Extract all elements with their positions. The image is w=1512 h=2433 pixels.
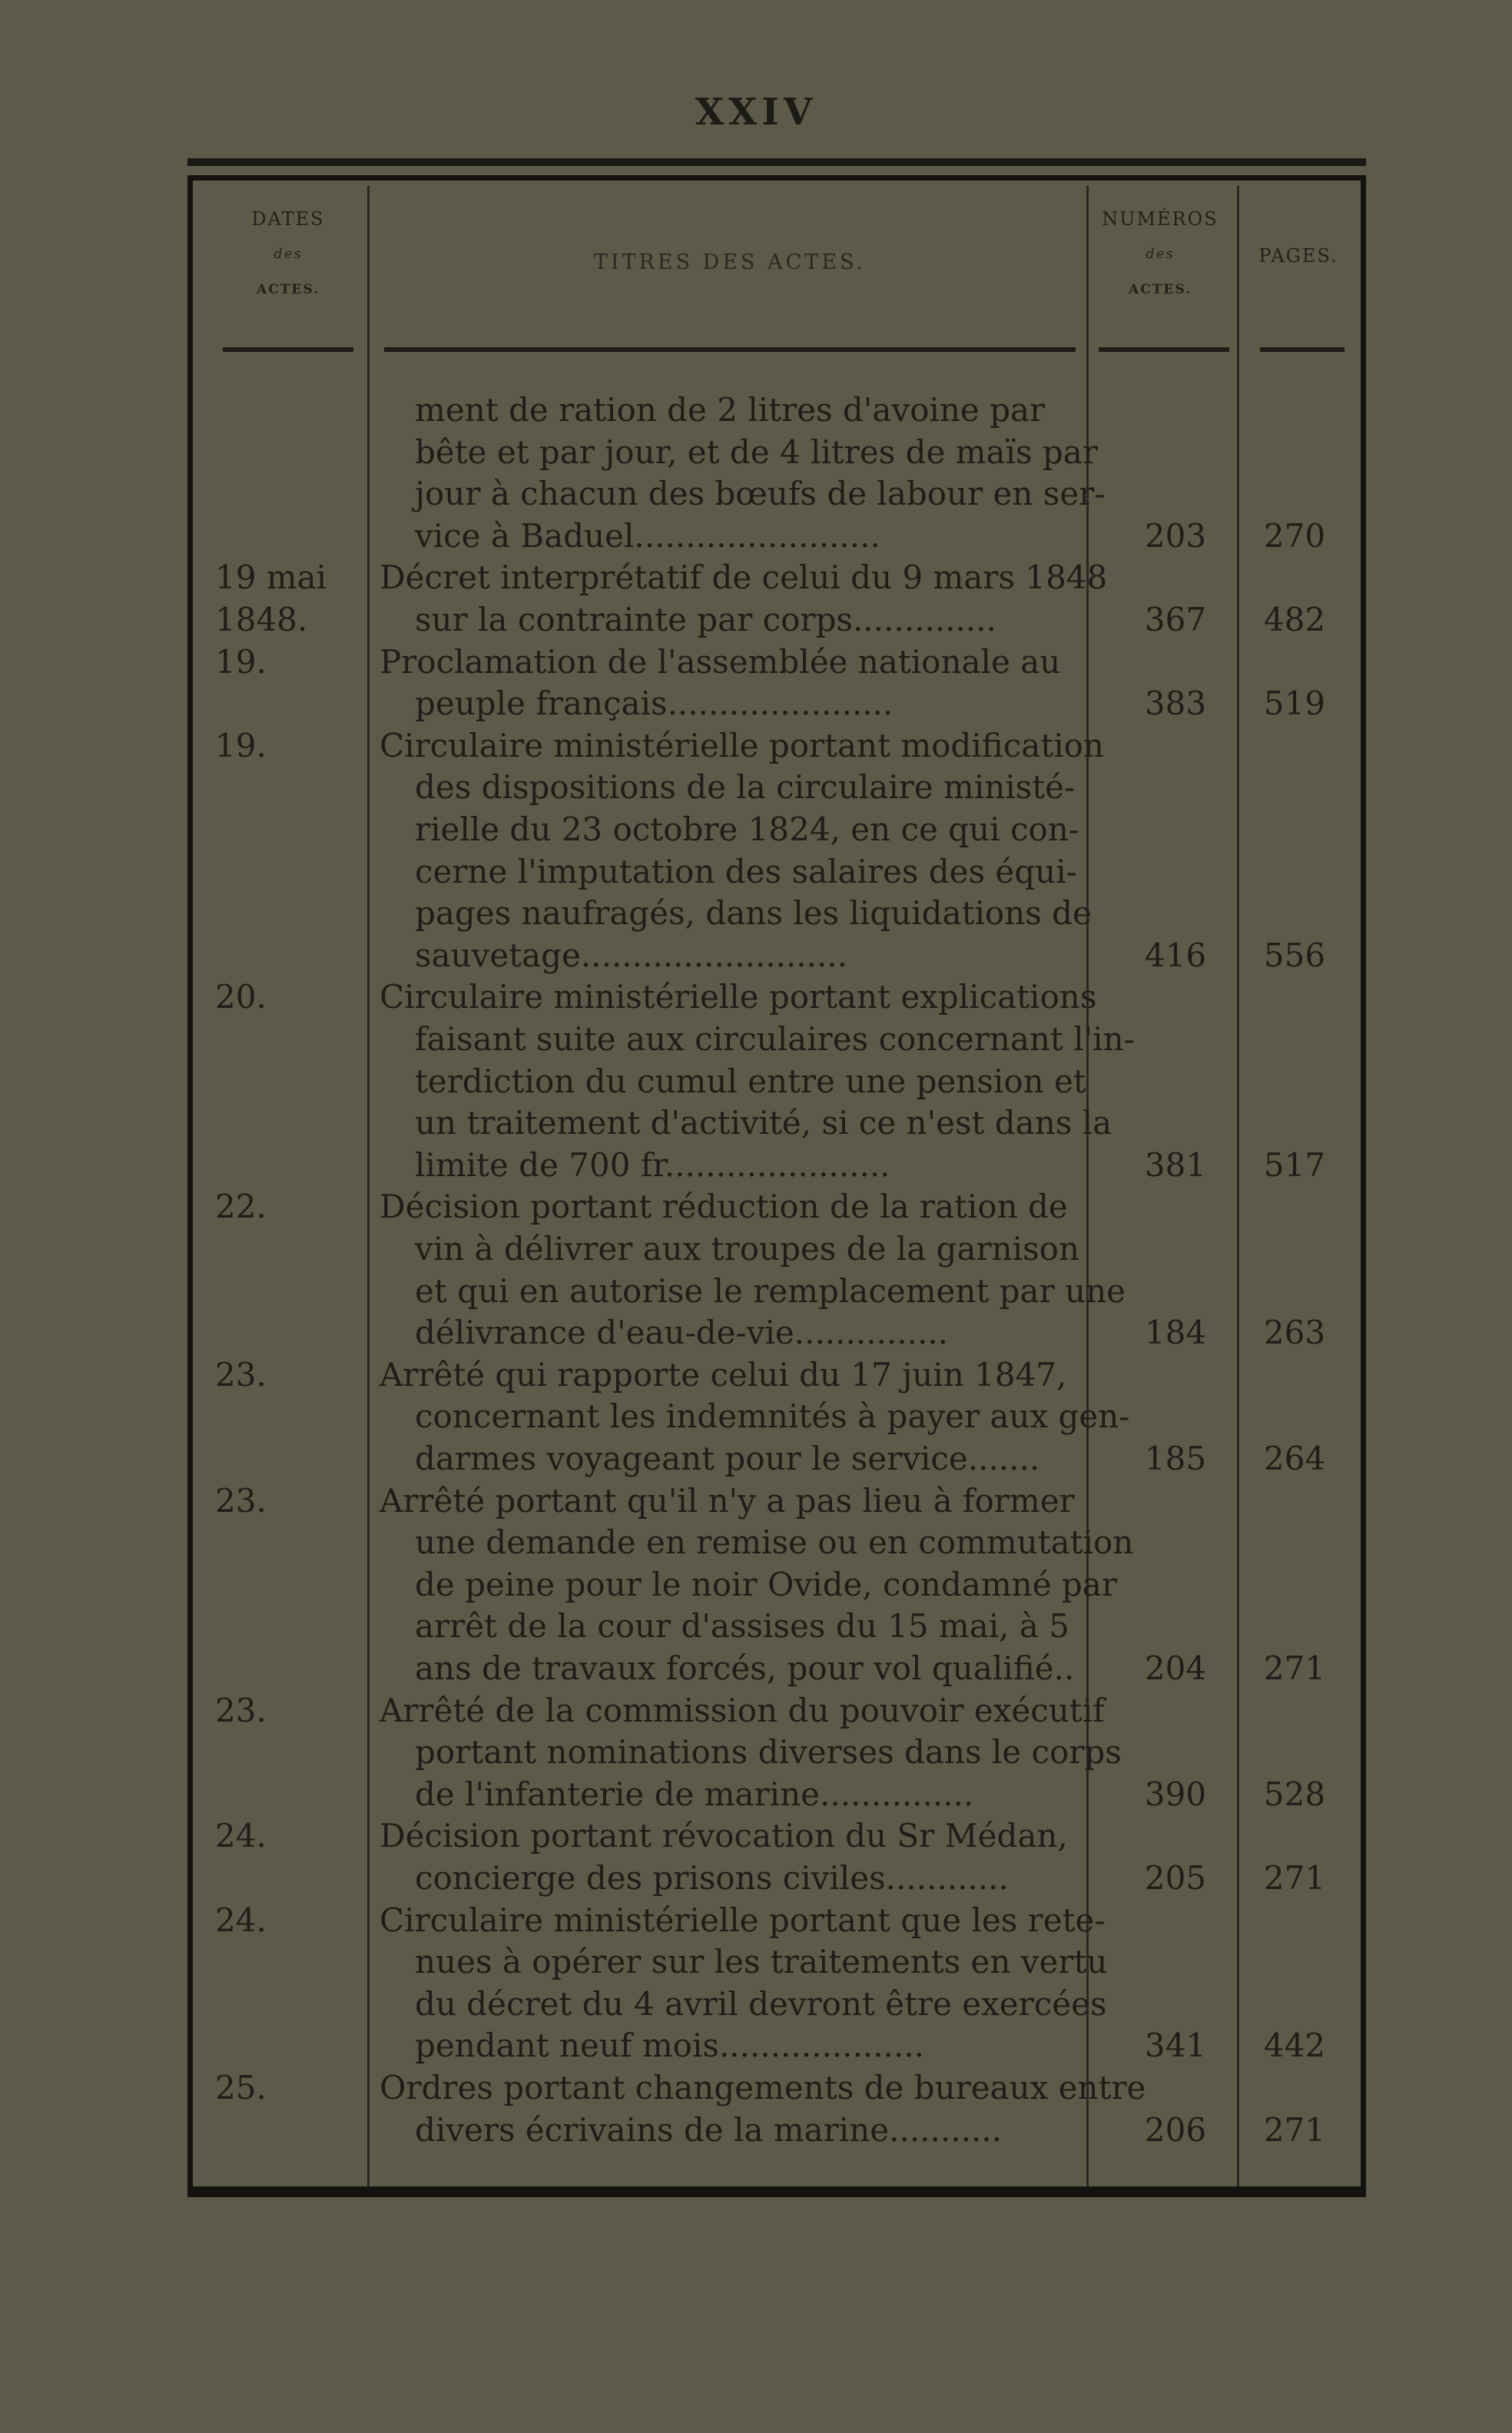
table-row	[0, 1019, 1512, 1059]
table-row	[0, 1397, 1512, 1437]
act-title: une demande en remise ou en commutation	[415, 1523, 1134, 1562]
act-page: 264	[1263, 1440, 1326, 1477]
act-title: des dispositions de la circulaire ministé-	[415, 768, 1076, 807]
table-row	[0, 1732, 1512, 1772]
table-row	[0, 1984, 1512, 2024]
header-dates-label: DATES	[251, 208, 325, 230]
act-date: 23.	[215, 1355, 267, 1394]
table-row	[0, 1649, 1512, 1689]
header-titles: TITRES DES ACTES.	[593, 250, 867, 274]
act-title: Arrêté de la commission du pouvoir exécutif	[380, 1691, 1105, 1729]
act-number: 416	[1144, 936, 1207, 974]
table-row	[0, 1816, 1512, 1856]
act-title: du décret du 4 avril devront être exercées	[415, 1984, 1107, 2023]
act-page: 271	[1263, 1649, 1326, 1687]
table-row	[0, 1565, 1512, 1605]
header-numeros-label: NUMÉROS	[1102, 208, 1219, 230]
header-numeros	[1091, 201, 1229, 307]
header-numeros-actes: ACTES.	[1129, 282, 1192, 297]
act-title: nues à opérer sur les traitements en vertu	[415, 1943, 1108, 1981]
act-title: vice à Baduel........................	[415, 516, 880, 555]
table-row	[0, 642, 1512, 682]
act-title: de l'infanterie de marine...............	[415, 1775, 974, 1813]
act-date: 20.	[215, 978, 267, 1016]
act-number: 390	[1144, 1775, 1207, 1813]
act-title: sur la contrainte par corps..............	[415, 601, 996, 638]
table-row	[0, 1145, 1512, 1185]
act-page: 519	[1263, 684, 1326, 723]
act-number: 203	[1144, 516, 1207, 555]
act-title: sauvetage..........................	[415, 936, 848, 974]
table-row	[0, 1942, 1512, 1982]
act-title: rielle du 23 octobre 1824, en ce qui con-	[415, 810, 1079, 848]
act-date: 25.	[215, 2069, 267, 2107]
header-rule	[223, 347, 353, 352]
act-title: ans de travaux forcés, pour vol qualifié..	[415, 1649, 1075, 1687]
table-row	[0, 1606, 1512, 1646]
act-title: pages naufragés, dans les liquidations de	[415, 894, 1092, 933]
act-page: 482	[1263, 601, 1326, 638]
table-row	[0, 1062, 1512, 1102]
header-dates	[223, 201, 353, 307]
act-title: concernant les indemnités à payer aux gen-	[415, 1397, 1130, 1436]
act-number: 184	[1144, 1314, 1207, 1352]
table-row	[0, 2110, 1512, 2150]
top-rule	[187, 158, 1366, 166]
act-title: bête et par jour, et de 4 litres de maïs par	[415, 433, 1098, 471]
act-number: 205	[1144, 1859, 1207, 1897]
act-title: jour à chacun des bœufs de labour en ser-	[415, 475, 1106, 513]
table-row	[0, 1439, 1512, 1479]
act-date: 24.	[215, 1901, 267, 1939]
act-title: divers écrivains de la marine...........	[415, 2110, 1002, 2149]
table-row	[0, 1858, 1512, 1898]
table-row	[0, 1523, 1512, 1563]
table-row	[0, 474, 1512, 514]
table-row	[0, 433, 1512, 472]
act-title: portant nominations diverses dans le corps	[415, 1733, 1122, 1772]
table-row	[0, 936, 1512, 976]
act-page: 528	[1263, 1775, 1326, 1813]
table-row	[0, 852, 1512, 892]
act-title: darmes voyageant pour le service.......	[415, 1440, 1040, 1477]
table-row	[0, 558, 1512, 598]
header-dates-actes: ACTES.	[257, 282, 320, 297]
act-title: Décret interprétatif de celui du 9 mars 1848	[380, 559, 1108, 597]
header-dates-des: des	[274, 246, 303, 262]
act-page: 556	[1263, 936, 1326, 974]
act-title: peuple français......................	[415, 684, 894, 723]
act-title: Circulaire ministérielle portant que les rete-	[380, 1901, 1106, 1939]
table-row	[0, 1187, 1512, 1227]
table-row	[0, 516, 1512, 556]
act-page: 271	[1263, 1859, 1326, 1897]
table-row	[0, 893, 1512, 933]
table-row	[0, 600, 1512, 640]
header-rule	[1260, 347, 1345, 352]
table-row	[0, 1103, 1512, 1143]
act-title: vin à délivrer aux troupes de la garnison	[415, 1230, 1079, 1268]
act-title: pendant neuf mois....................	[415, 2027, 924, 2065]
act-title: concierge des prisons civiles............	[415, 1859, 1009, 1897]
table-row	[0, 2026, 1512, 2066]
table-row	[0, 1481, 1512, 1521]
header-pages-label: PAGES.	[1258, 245, 1338, 267]
act-number: 185	[1144, 1440, 1207, 1477]
bottom-rule	[187, 2186, 1366, 2197]
act-title: de peine pour le noir Ovide, condamné par	[415, 1565, 1117, 1603]
act-date: 19 mai	[215, 559, 327, 597]
act-page: 442	[1263, 2027, 1326, 2065]
act-title: arrêt de la cour d'assises du 15 mai, à 5	[415, 1607, 1069, 1646]
act-date: 19.	[215, 726, 267, 764]
header-rule	[1099, 347, 1229, 352]
act-title: Circulaire ministérielle portant explications	[380, 978, 1097, 1016]
act-title: Proclamation de l'assemblée nationale au	[380, 642, 1061, 681]
act-date: 19.	[215, 642, 267, 681]
act-title: faisant suite aux circulaires concernant l'in-	[415, 1020, 1135, 1058]
act-number: 206	[1144, 2110, 1207, 2149]
act-title: Arrêté portant qu'il n'y a pas lieu à former	[380, 1481, 1075, 1520]
page-number: XXIV	[695, 91, 817, 134]
table-row	[0, 1271, 1512, 1311]
act-title: et qui en autorise le remplacement par une	[415, 1271, 1126, 1310]
act-date: 23.	[215, 1481, 267, 1520]
table-row	[0, 810, 1512, 850]
act-number: 381	[1144, 1145, 1207, 1184]
table-row	[0, 726, 1512, 766]
header-rule	[384, 347, 1076, 352]
act-date: 23.	[215, 1691, 267, 1729]
act-title: délivrance d'eau-de-vie...............	[415, 1314, 949, 1352]
table-row	[0, 1229, 1512, 1269]
table-row	[0, 1691, 1512, 1731]
table-row	[0, 2068, 1512, 2108]
act-title: un traitement d'activité, si ce n'est dans la	[415, 1104, 1112, 1142]
act-title: Arrêté qui rapporte celui du 17 juin 1847,	[380, 1355, 1067, 1394]
act-title: limite de 700 fr......................	[415, 1145, 890, 1184]
table-row	[0, 767, 1512, 807]
act-title: terdiction du cumul entre une pension et	[415, 1062, 1086, 1100]
act-number: 383	[1144, 684, 1207, 723]
act-title: Circulaire ministérielle portant modification	[380, 726, 1104, 764]
act-page: 517	[1263, 1145, 1326, 1184]
act-number: 367	[1144, 601, 1207, 638]
act-number: 204	[1144, 1649, 1207, 1687]
table-row	[0, 390, 1512, 430]
table-row	[0, 684, 1512, 724]
act-page: 271	[1263, 2110, 1326, 2149]
act-date: 24.	[215, 1817, 267, 1855]
header-numeros-des: des	[1146, 246, 1175, 262]
act-date: 22.	[215, 1188, 267, 1226]
act-page: 270	[1263, 516, 1326, 555]
act-title: Décision portant révocation du Sr Médan,	[380, 1817, 1068, 1855]
act-date: 1848.	[215, 601, 308, 638]
act-page: 263	[1263, 1314, 1326, 1352]
table-row	[0, 1775, 1512, 1815]
act-number: 341	[1144, 2027, 1207, 2065]
act-title: Ordres portant changements de bureaux entre	[380, 2069, 1146, 2107]
header-pages	[1245, 238, 1352, 273]
act-title: ment de ration de 2 litres d'avoine par	[415, 391, 1046, 429]
table-row	[0, 1901, 1512, 1941]
table-row	[0, 1313, 1512, 1353]
act-title: cerne l'imputation des salaires des équi-	[415, 852, 1077, 890]
act-title: Décision portant réduction de la ration de	[380, 1188, 1068, 1226]
table-row	[0, 1355, 1512, 1395]
table-row	[0, 977, 1512, 1017]
